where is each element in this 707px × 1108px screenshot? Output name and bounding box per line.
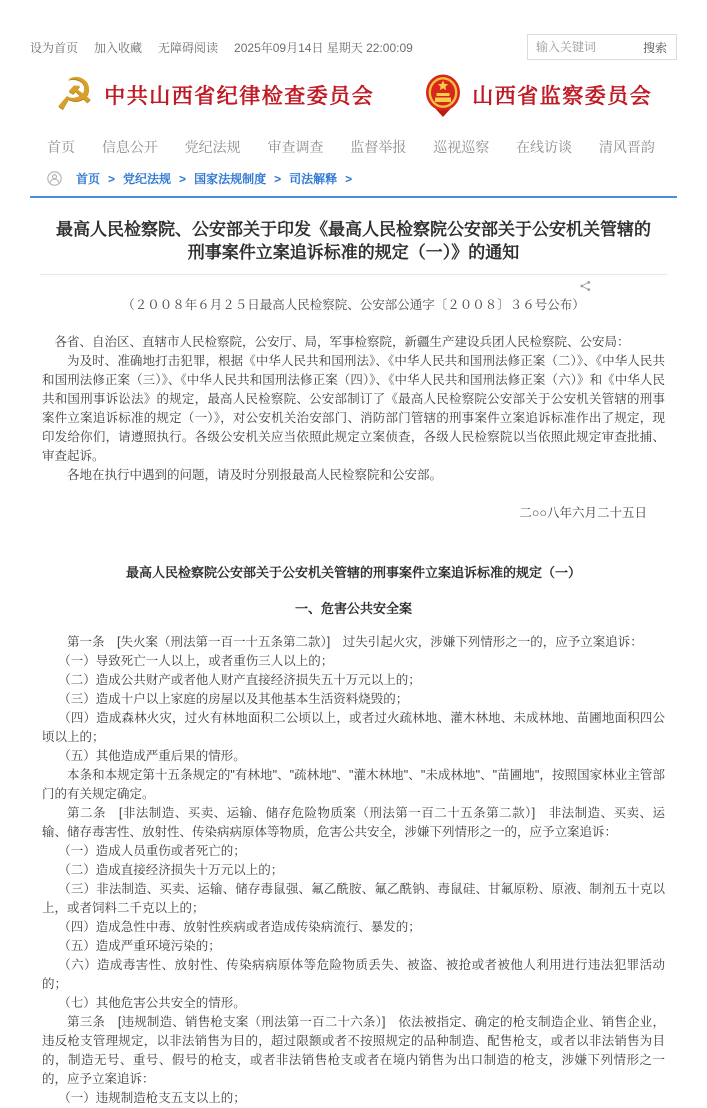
nav-item-inspection[interactable]: 巡视巡察	[433, 139, 490, 155]
paragraph: 为及时、准确地打击犯罪，根据《中华人民共和国刑法》、《中华人民共和国刑法修正案（二）》、《中华人民共和国刑法修正案（三）》、《中华人民共和国刑法修正案（四）》、《中华人民共和国刑法修正案（六）》和《中华人民共和国刑事诉讼法》的规定，最高人民检察院、公安部制订了《最高人民检察院公安部关于公安机关管辖的刑事案件立案追诉标准的规定（一）》，对公安机关治安部门、消防部门管辖的刑事案件立案追诉标准作出了规定，现印发给你们，请遵照执行。各级公安机关应当依照此规定立案侦查，各级人民检察院以当依照此规定审查批捕、审查起诉。	[42, 354, 665, 463]
paragraph: 第二条 [非法制造、买卖、运输、储存危险物质案（刑法第一百二十五条第二款）] 非法制造、买卖、运输、储存毒害性、放射性、传染病病原体等物质，危害公共安全，涉嫌下列情形之一的，应予立案追诉：	[42, 806, 665, 839]
share-icon[interactable]	[580, 280, 591, 292]
masthead	[30, 70, 677, 126]
document-body	[40, 333, 667, 1108]
nav-item-qingfeng-jinyun[interactable]: 清风晋韵	[598, 139, 655, 155]
publication-line: （２００８年６月２５日最高人民检察院、公安部公通字〔２００８〕３６号公布）	[122, 298, 585, 312]
topbar-links	[30, 39, 413, 56]
nav-item-online-interview[interactable]: 在线访谈	[516, 139, 573, 155]
list-item: （四）造成森林火灾，过火有林地面积二公顷以上，或者过火疏林地、灌木林地、未成林地、苗圃地面积四公顷以上的；	[42, 711, 665, 744]
list-item: （三）非法制造、买卖、运输、储存毒鼠强、氟乙酰胺、氟乙酰钠、毒鼠硅、甘氟原粉、原液、制剂五十克以上，或者饲料二千克以上的；	[42, 882, 665, 915]
list-item: （五）其他造成严重后果的情形。	[58, 749, 246, 763]
search-button[interactable]: 搜索	[641, 39, 676, 56]
section-heading: 一、危害公共安全案	[294, 601, 412, 616]
set-home-link[interactable]: 设为首页	[30, 40, 79, 55]
accessibility-link[interactable]: 无障碍阅读	[158, 40, 219, 55]
search-input[interactable]	[528, 40, 641, 54]
breadcrumb-separator: >	[108, 171, 116, 186]
paragraph: 第三条 [违规制造、销售枪支案（刑法第一百二十六条）] 依法被指定、确定的枪支制造企业、销售企业，违反枪支管理规定，以非法销售为目的，超过限额或者不按照规定的品种制造、配售枪支，或者以非法销售为目的，制造无号、重号、假号的枪支，或者非法销售枪支或者在境内销售为出口制造的枪支，涉嫌下列情形之一的，应予立案追诉：	[42, 1015, 665, 1086]
breadcrumb-home[interactable]: 首页	[76, 172, 101, 186]
list-item: （一）违规制造枪支五支以上的；	[58, 1091, 246, 1105]
list-item: （二）造成直接经济损失十万元以上的；	[58, 863, 284, 877]
article	[30, 218, 677, 1108]
list-item: （二）造成公共财产或者他人财产直接经济损失五十万元以上的；	[58, 673, 421, 687]
datetime-text: 2025年09月14日 星期天 22:00:09	[234, 40, 413, 55]
user-circle-icon	[47, 171, 62, 186]
breadcrumb-separator: >	[345, 171, 353, 186]
search-box	[527, 34, 677, 60]
national-emblem-icon	[424, 74, 462, 117]
page-title: 最高人民检察院、公安部关于印发《最高人民检察院公安部关于公安机关管辖的刑事案件立案追诉标准的规定（一）》的通知	[56, 220, 651, 262]
list-item: （一）导致死亡一人以上，或者重伤三人以上的；	[58, 654, 334, 668]
list-item: （六）造成毒害性、放射性、传染病病原体等危险物质丢失、被盗、被抢或者被他人利用进行违法犯罪活动的；	[42, 958, 665, 991]
org-left-logo[interactable]	[55, 72, 374, 118]
paragraph: 各地在执行中遇到的问题，请及时分别报最高人民检察院和公安部。	[67, 468, 443, 482]
paragraph: 第一条 [失火案（刑法第一百一十五条第二款）] 过失引起火灾，涉嫌下列情形之一的，应予立案追诉：	[67, 635, 643, 649]
list-item: （一）造成人员重伤或者死亡的；	[58, 844, 246, 858]
title-divider	[40, 274, 667, 275]
list-item: （四）造成急性中毒、放射性疾病或者造成传染病流行、暴发的；	[58, 920, 421, 934]
org-left-name: 中共山西省纪律检查委员会	[104, 84, 375, 108]
breadcrumb-separator: >	[179, 171, 187, 186]
list-item: （七）其他危害公共安全的情形。	[58, 996, 246, 1010]
paragraph: 各省、自治区、直辖市人民检察院，公安厅、局，军事检察院，新疆生产建设兵团人民检察院、公安局：	[54, 335, 630, 349]
breadcrumb-national-regulations[interactable]: 国家法规制度	[194, 172, 267, 186]
nav-item-home[interactable]: 首页	[47, 139, 75, 155]
document-subtitle: 最高人民检察院公安部关于公安机关管辖的刑事案件立案追诉标准的规定（一）	[125, 565, 581, 580]
breadcrumb-party-regulations[interactable]: 党纪法规	[123, 172, 172, 186]
nav-item-review-investigation[interactable]: 审查调查	[267, 139, 324, 155]
breadcrumb-separator: >	[274, 171, 282, 186]
paragraph: 本条和本规定第十五条规定的"有林地"、"疏林地"、"灌木林地"、"未成林地"、"苗圃地"，按照国家林业主管部门的有关规定确定。	[42, 768, 665, 801]
nav-item-info-disclosure[interactable]: 信息公开	[101, 139, 158, 155]
list-item: （三）造成十户以上家庭的房屋以及其他基本生活资料烧毁的；	[58, 692, 409, 706]
list-item: （五）造成严重环境污染的；	[58, 939, 221, 953]
breadcrumb-judicial-interpretation[interactable]: 司法解释	[289, 172, 338, 186]
nav-item-supervision-report[interactable]: 监督举报	[350, 139, 407, 155]
org-right-name: 山西省监察委员会	[472, 84, 653, 108]
org-right-logo[interactable]	[424, 74, 652, 117]
add-favorite-link[interactable]: 加入收藏	[94, 40, 143, 55]
topbar	[30, 0, 677, 70]
nav-item-party-regulations[interactable]: 党纪法规	[184, 139, 241, 155]
page	[30, 0, 677, 1108]
party-emblem-icon: ☭	[54, 70, 95, 119]
document-date: 二○○八年六月二十五日	[519, 506, 647, 520]
breadcrumb	[30, 166, 677, 198]
main-nav	[30, 126, 677, 166]
